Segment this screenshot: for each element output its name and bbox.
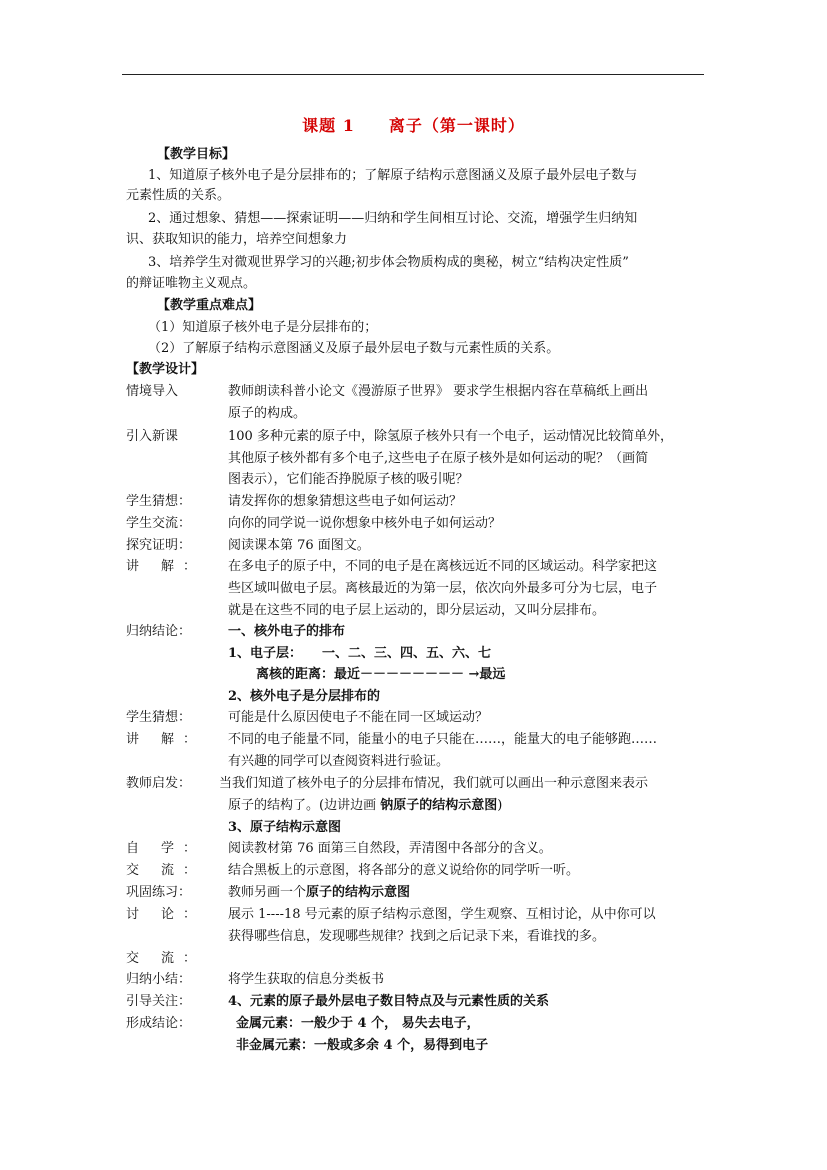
electron-shell-label: 1、电子层： xyxy=(228,646,303,661)
row-label-practice: 巩固练习： xyxy=(126,885,192,900)
objective-1b: 元素性质的关系。 xyxy=(126,188,231,203)
row-label-explore: 探究证明： xyxy=(126,538,192,553)
row-text xyxy=(228,797,502,815)
section-heading: 4、元素的原子最外层电子数目特点及与元素性质的关系 xyxy=(228,994,550,1009)
row-text: 可能是什么原因使电子不能在同一区域运动？ xyxy=(228,710,489,725)
row-text: 图表示），它们能否挣脱原子核的吸引呢？ xyxy=(228,472,469,487)
objective-1a: 1、知道原子核外电子是分层排布的；了解原子结构示意图涵义及原子最外层电子数与 xyxy=(148,168,638,183)
row-label-guess: 学生猜想： xyxy=(126,494,192,509)
row-text: 就是在这些不同的电子层上运动的，即分层运动，又叫分层排布。 xyxy=(228,603,606,618)
row-label-conclusion: 归纳结论： xyxy=(126,624,192,639)
objective-3b: 的辩证唯物主义观点。 xyxy=(126,276,257,291)
row-label-exchange: 交 流： xyxy=(126,863,196,878)
row-text-part: 原子的结构了。(边讲边画 xyxy=(228,798,381,813)
row-text-bold: 钠原子的结构示意图 xyxy=(380,798,498,813)
objective-3a: 3、培养学生对微观世界学习的兴趣;初步体会物质构成的奥秘，树立“结构决定性质” xyxy=(148,255,629,270)
row-text: 在多电子的原子中，不同的电子是在离核远近不同的区域运动。科学家把这 xyxy=(228,559,658,574)
row-text: 有兴趣的同学可以查阅资料进行验证。 xyxy=(228,754,450,769)
row-text: 当我们知道了核外电子的分层排布情况，我们就可以画出一种示意图来表示 xyxy=(219,776,649,791)
row-label-scenario: 情境导入 xyxy=(126,384,179,399)
row-label-selfstudy: 自 学： xyxy=(126,841,196,856)
objective-2a: 2、通过想象、猜想——探索证明——归纳和学生间相互讨论、交流，增强学生归纳知 xyxy=(148,211,638,226)
row-text: 将学生获取的信息分类板书 xyxy=(228,972,385,987)
title-lesson-name: 离子（第一课时） xyxy=(388,116,525,135)
row-label-result: 形成结论： xyxy=(126,1016,192,1031)
title-lesson-number: 课题 1 xyxy=(302,116,355,135)
row-text: 阅读课本第 76 面图文。 xyxy=(228,538,370,553)
row-text: 结合黑板上的示意图，将各部分的意义说给你的同学听一听。 xyxy=(228,863,580,878)
distance-line: 离核的距离：最近－－－－－－－－ →最远 xyxy=(256,667,506,682)
row-label-inspire: 教师启发： xyxy=(126,776,192,791)
row-text: 展示 1----18 号元素的原子结构示意图，学生观察、互相讨论，从中你可以 xyxy=(228,907,656,922)
keypoint-1: （1）知道原子核外电子是分层排布的； xyxy=(148,320,378,335)
keypoints-header: 【教学重点难点】 xyxy=(157,298,262,313)
row-label-explain: 讲 解： xyxy=(126,732,196,747)
row-text: 原子的构成。 xyxy=(228,406,307,421)
metal-conclusion: 金属元素：一般少于 4 个， 易失去电子， xyxy=(236,1016,480,1031)
row-text: 其他原子核外都有多个电子,这些电子在原子核外是如何运动的呢？（画简 xyxy=(228,451,649,466)
row-text: 请发挥你的想象猜想这些电子如何运动？ xyxy=(228,494,463,509)
row-label-exchange: 交 流： xyxy=(126,951,196,966)
row-text-part: 教师另画一个 xyxy=(228,885,307,900)
keypoint-2: （2）了解原子结构示意图涵义及原子最外层电子数与元素性质的关系。 xyxy=(148,341,560,356)
row-text: 些区域叫做电子层。离核最近的为第一层，依次向外最多可分为七层，电子 xyxy=(228,581,658,596)
row-text: 阅读教材第 76 面第三自然段，弄清图中各部分的含义。 xyxy=(228,841,552,856)
row-label-explain: 讲 解： xyxy=(126,559,196,574)
row-label-attention: 引导关注： xyxy=(126,994,192,1009)
section-heading: 一、核外电子的排布 xyxy=(228,624,346,639)
row-label-discuss: 讨 论： xyxy=(126,907,196,922)
row-text: 不同的电子能量不同，能量小的电子只能在……，能量大的电子能够跑…… xyxy=(228,732,658,747)
header-rule xyxy=(122,74,704,75)
objectives-header: 【教学目标】 xyxy=(157,147,236,162)
row-text xyxy=(228,884,410,902)
electron-shell-list: 一、二、三、四、五、六、七 xyxy=(322,646,492,661)
row-label-summary: 归纳小结： xyxy=(126,972,192,987)
row-label-guess: 学生猜想： xyxy=(126,710,192,725)
row-text-part: ) xyxy=(497,798,503,813)
row-label-intro: 引入新课 xyxy=(126,429,179,444)
row-text-bold: 原子的结构示意图 xyxy=(306,885,411,900)
design-header: 【教学设计】 xyxy=(126,362,205,377)
row-text: 向你的同学说一说你想象中核外电子如何运动？ xyxy=(228,516,502,531)
lesson-title xyxy=(0,113,827,136)
row-text: 教师朗读科普小论文《漫游原子世界》 要求学生根据内容在草稿纸上画出 xyxy=(228,384,649,399)
section-heading: 2、核外电子是分层排布的 xyxy=(228,689,381,704)
objective-2b: 识、获取知识的能力，培养空间想象力 xyxy=(126,232,348,247)
section-heading: 3、原子结构示意图 xyxy=(228,820,342,835)
row-label-exchange: 学生交流： xyxy=(126,516,192,531)
nonmetal-conclusion: 非金属元素：一般或多余 4 个，易得到电子 xyxy=(236,1038,489,1053)
row-text: 获得哪些信息，发现哪些规律？找到之后记录下来，看谁找的多。 xyxy=(228,929,606,944)
row-text: 100 多种元素的原子中，除氢原子核外只有一个电子，运动情况比较简单外， xyxy=(228,429,673,444)
